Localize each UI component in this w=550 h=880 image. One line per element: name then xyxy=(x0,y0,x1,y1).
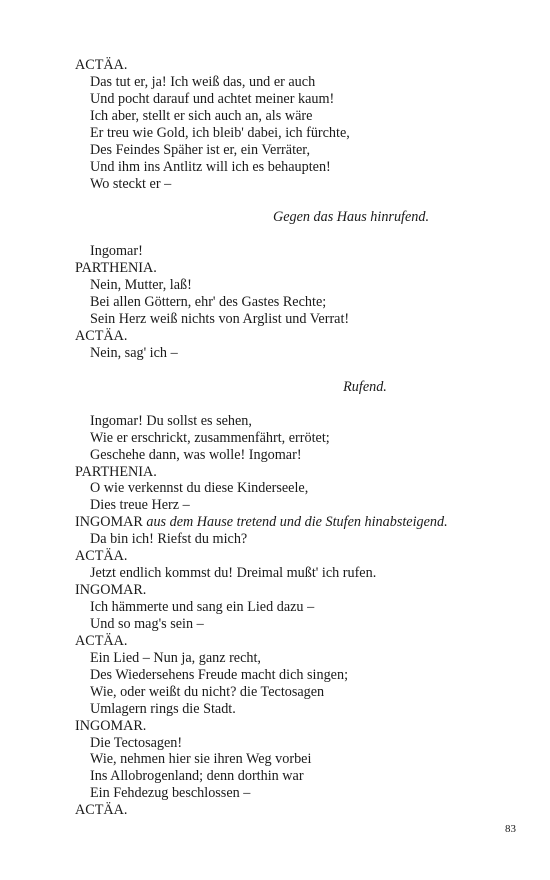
verse-line: Ich aber, stellt er sich auch an, als wäre xyxy=(90,107,313,124)
speaker-name: ACTÄA. xyxy=(75,548,128,565)
verse-line: Und pocht darauf und achtet meiner kaum! xyxy=(90,90,335,107)
verse-line: Geschehe dann, was wolle! Ingomar! xyxy=(90,446,302,463)
verse-line: O wie verkennst du diese Kinderseele, xyxy=(90,480,309,497)
speaker-with-direction xyxy=(75,514,515,531)
stage-direction: Rufend. xyxy=(343,378,387,395)
verse-line: Die Tectosagen! xyxy=(90,734,183,751)
verse-line: Wie er erschrickt, zusammenfährt, errötet; xyxy=(90,429,330,446)
verse-line: Er treu wie Gold, ich bleib' dabei, ich fürchte, xyxy=(90,124,350,141)
verse-line: Jetzt endlich kommst du! Dreimal mußt' ich rufen. xyxy=(90,565,377,582)
blank-line xyxy=(75,226,515,243)
verse-line: Und so mag's sein – xyxy=(90,615,204,632)
play-text xyxy=(75,57,515,819)
blank-line xyxy=(75,362,515,379)
verse-line: Nein, sag' ich – xyxy=(90,344,178,361)
verse-line: Wie, nehmen hier sie ihren Weg vorbei xyxy=(90,751,312,768)
verse-line: Sein Herz weiß nichts von Arglist und Verrat! xyxy=(90,311,350,328)
speaker-name: ACTÄA. xyxy=(75,802,128,819)
verse-line: Ein Lied – Nun ja, ganz recht, xyxy=(90,649,261,666)
speaker-name: PARTHENIA. xyxy=(75,463,157,480)
verse-line: Dies treue Herz – xyxy=(90,497,190,514)
speaker-name: PARTHENIA. xyxy=(75,260,157,277)
verse-line: Und ihm ins Antlitz will ich es behaupten! xyxy=(90,158,331,175)
speaker-name: ACTÄA. xyxy=(75,57,128,73)
verse-line: Umlagern rings die Stadt. xyxy=(90,700,236,717)
verse-line: Das tut er, ja! Ich weiß das, und er auch xyxy=(90,73,316,90)
verse-line: Bei allen Göttern, ehr' des Gastes Rechte; xyxy=(90,294,327,311)
verse-line: Ein Fehdezug beschlossen – xyxy=(90,785,251,802)
speaker-name: INGOMAR xyxy=(75,514,143,531)
verse-line: Wo steckt er – xyxy=(90,175,172,192)
page-number: 83 xyxy=(505,823,516,835)
speaker-name: ACTÄA. xyxy=(75,328,128,344)
verse-line: Wie, oder weißt du nicht? die Tectosagen xyxy=(90,683,325,700)
blank-line xyxy=(75,396,515,413)
speaker-name: INGOMAR. xyxy=(75,582,147,599)
blank-line xyxy=(75,193,515,210)
inline-stage-direction: aus dem Hause tretend und die Stufen hinabsteigend. xyxy=(146,514,448,531)
verse-line: Ingomar! xyxy=(90,243,143,260)
stage-direction: Gegen das Haus hinrufend. xyxy=(272,209,430,226)
verse-line: Ins Allobrogenland; denn dorthin war xyxy=(90,768,304,785)
verse-line: Nein, Mutter, laß! xyxy=(90,277,192,294)
verse-line: Ich hämmerte und sang ein Lied dazu – xyxy=(90,599,315,615)
speaker-name: ACTÄA. xyxy=(75,632,128,649)
verse-line: Des Wiedersehens Freude macht dich singen; xyxy=(90,666,349,683)
verse-line: Des Feindes Späher ist er, ein Verräter, xyxy=(90,141,311,158)
verse-line: Da bin ich! Riefst du mich? xyxy=(90,531,248,548)
verse-line: Ingomar! Du sollst es sehen, xyxy=(90,412,252,429)
speaker-name: INGOMAR. xyxy=(75,717,147,734)
